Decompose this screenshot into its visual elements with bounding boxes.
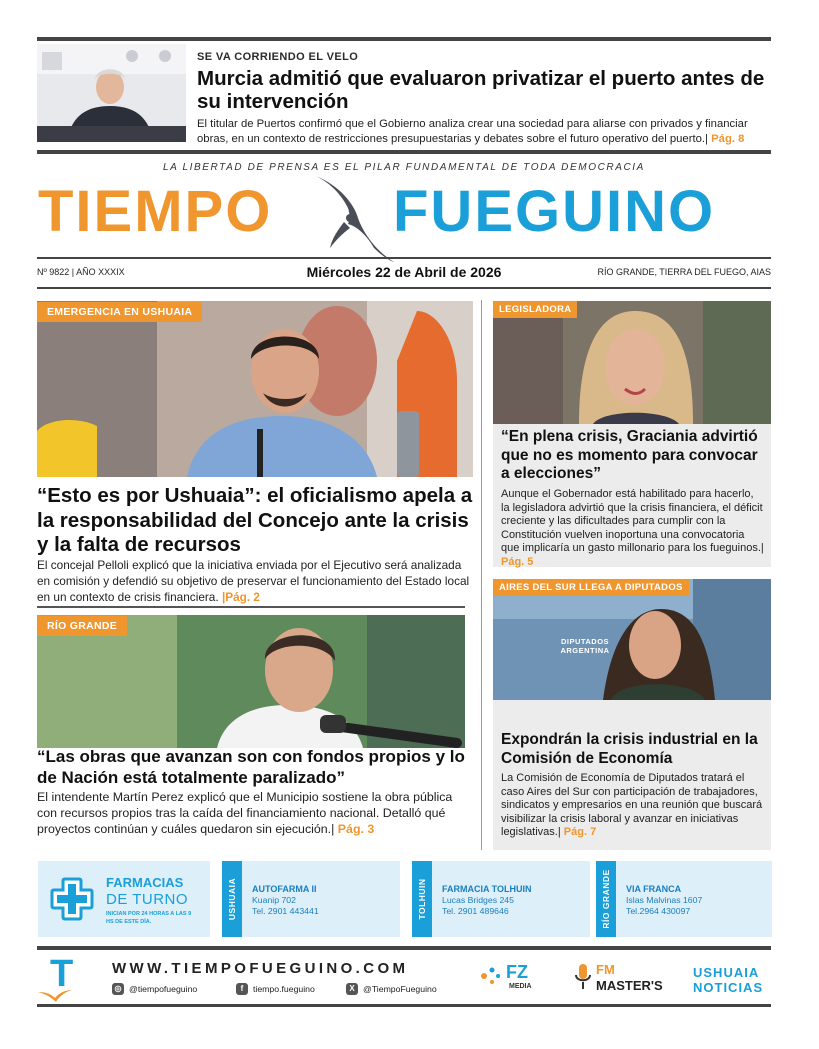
- pharmacy-ushuaia[interactable]: [222, 861, 400, 937]
- main-story-tag[interactable]: EMERGENCIA EN USHUAIA: [37, 302, 202, 322]
- pharmacy-tolhuin-phone: Tel. 2901 489646: [442, 906, 509, 916]
- masthead-rule: [37, 257, 771, 259]
- logo-tiempo[interactable]: TIEMPO: [38, 179, 273, 244]
- second-story-tag[interactable]: RÍO GRANDE: [37, 616, 127, 636]
- footer-logo-letter: T: [50, 953, 74, 995]
- pharmacy-ushuaia-city: USHUAIA: [227, 877, 237, 921]
- ushuaia-text: USHUAIA: [693, 965, 760, 980]
- ushuaia-noticias-logo[interactable]: [693, 965, 773, 995]
- footer-bottom-rule: [37, 1004, 771, 1007]
- pharmacy-rio-grande-phone: Tel.2964 430097: [626, 906, 691, 916]
- pharmacy-ushuaia-address: Kuanip 702: [252, 895, 296, 905]
- side-story-2-tag[interactable]: AIRES DEL SUR LLEGA A DIPUTADOS: [493, 579, 689, 596]
- pharmacy-title-1: FARMACIAS: [106, 875, 184, 890]
- second-story-headline[interactable]: “Las obras que avanzan son con fondos propios y lo de Nación está totalmente paralizado”: [37, 747, 465, 787]
- main-story-body: [37, 557, 473, 605]
- side-story-1-page-ref[interactable]: Pág. 5: [501, 555, 534, 568]
- pharmacy-ushuaia-name: AUTOFARMA II: [252, 884, 317, 894]
- pharmacy-tolhuin[interactable]: [412, 861, 590, 937]
- side-story-1-tag[interactable]: LEGISLADORA: [493, 301, 577, 318]
- teaser-photo[interactable]: [37, 44, 186, 142]
- pharmacy-rio-grande[interactable]: [596, 861, 772, 937]
- instagram-icon: ◎: [112, 983, 124, 995]
- cross-icon: [50, 877, 94, 921]
- side-story-2-photo[interactable]: [493, 579, 771, 700]
- side-story-2-body-text: La Comisión de Economía de Diputados tratará el caso Aires del Sur con participación de trabajadores, sindicatos y empresarios en una reunión que buscará visibilizar la crisis laboral y avanzar en iniciativas legislativas.|: [501, 772, 763, 839]
- pharmacy-panel: [38, 861, 210, 937]
- fm-masters-logo[interactable]: [574, 962, 670, 996]
- teaser-headline[interactable]: Murcia admitió que evaluaron privatizar el puerto antes de su intervención: [197, 67, 765, 113]
- issue-number: Nº 9822 | AÑO XXXIX: [37, 267, 125, 277]
- fz-text: FZ: [506, 962, 528, 982]
- footer-bird-icon: [38, 986, 72, 1004]
- instagram-link[interactable]: [112, 983, 197, 995]
- pharmacy-rio-grande-name: VIA FRANCA: [626, 884, 682, 894]
- main-story-body-text: El concejal Pelloli explicó que la iniciativa enviada por el Ejecutivo será analizada en comisión y defendió su objetivo de preservar el funcionamiento del Estado local en un contexto de crisis financiera.: [37, 558, 470, 604]
- side-story-1-illustration: [493, 301, 771, 424]
- side-story-2-photo-sign: DIPUTADOS ARGENTINA: [560, 637, 610, 655]
- teaser-page-ref[interactable]: Pág. 8: [711, 133, 745, 145]
- date-rule: [37, 287, 771, 289]
- pharmacy-ushuaia-city-tab: [222, 861, 242, 937]
- side-story-1-body: [501, 488, 765, 570]
- teaser-photo-illustration: [37, 44, 186, 142]
- website-link[interactable]: WWW.TIEMPOFUEGUINO.COM: [112, 960, 409, 977]
- masters-text: MASTER'S: [596, 978, 663, 993]
- logo-fueguino[interactable]: FUEGUINO: [393, 179, 716, 244]
- side-story-2-page-ref[interactable]: Pág. 7: [563, 826, 597, 839]
- twitter-handle: @TiempoFueguino: [363, 984, 437, 994]
- side-story-2-headline[interactable]: Expondrán la crisis industrial en la Comisión de Economía: [501, 731, 758, 767]
- facebook-icon: f: [236, 983, 248, 995]
- facebook-link[interactable]: [236, 983, 315, 995]
- top-rule: [37, 37, 771, 41]
- teaser-body: [197, 117, 771, 147]
- twitter-link[interactable]: [346, 983, 437, 995]
- pharmacy-tolhuin-name: FARMACIA TOLHUIN: [442, 884, 532, 894]
- masthead-motto: LA LIBERTAD DE PRENSA ES EL PILAR FUNDAMENTAL DE TODA DEMOCRACIA: [163, 162, 645, 173]
- pharmacy-tolhuin-city-tab: [412, 861, 432, 937]
- edition-date: Miércoles 22 de Abril de 2026: [306, 264, 502, 280]
- instagram-handle: @tiempofueguino: [129, 984, 198, 994]
- microphone-icon: [574, 964, 592, 992]
- teaser-bottom-rule: [37, 150, 771, 154]
- side-story-1-photo[interactable]: [493, 301, 771, 424]
- side-story-1-headline[interactable]: “En plena crisis, Graciania advirtió que no es momento para convocar a elecciones”: [501, 428, 758, 482]
- second-story-page-ref[interactable]: Pág. 3: [337, 822, 375, 836]
- fz-media-logo[interactable]: [478, 962, 542, 996]
- main-story-headline[interactable]: “Esto es por Ushuaia”: el oficialismo apela a la responsabilidad del Concejo ante la crisis y la falta de recursos: [37, 484, 473, 556]
- noticias-text: NOTICIAS: [693, 980, 764, 995]
- side-story-2-illustration: [493, 579, 771, 700]
- albatross-logo-icon: [310, 164, 396, 264]
- side-story-1-body-text: Aunque el Gobernador está habilitado para hacerlo, la legisladora advirtió que la crisis financiera, el déficit creciente y las dificultades para cumplir con la Constitución vuelven inoportuna una convocatoria que implicaría un gasto millonario para los fueguinos.|: [501, 488, 764, 555]
- side-story-2-body: [501, 772, 766, 840]
- pharmacy-rio-grande-address: Islas Malvinas 1607: [626, 895, 703, 905]
- pharmacy-ushuaia-phone: Tel. 2901 443441: [252, 906, 319, 916]
- footer-rule: [37, 946, 771, 950]
- fm-text: FM: [596, 962, 615, 977]
- pharmacy-rio-grande-city-tab: [596, 861, 616, 937]
- pharmacy-tolhuin-address: Lucas Bridges 245: [442, 895, 514, 905]
- fz-sub: MEDIA: [509, 983, 532, 990]
- facebook-handle: tiempo.fueguino: [253, 984, 315, 994]
- second-story-body-text: El intendente Martín Perez explicó que el Municipio sostiene la obra pública con recursos propios tras la caída del financiamiento nacional. Detalló qué proyectos continúan y cuáles quedaron sin ejecución.|: [37, 790, 453, 836]
- main-story-photo[interactable]: [37, 301, 473, 477]
- main-story-illustration: [37, 301, 473, 477]
- teaser-kicker: SE VA CORRIENDO EL VELO: [197, 51, 359, 63]
- footer-logo[interactable]: [38, 953, 80, 1004]
- main-story-page-ref[interactable]: |Pág. 2: [221, 590, 260, 604]
- story-separator: [37, 606, 465, 608]
- column-divider: [481, 300, 482, 850]
- fz-dots-icon: [478, 964, 502, 988]
- x-twitter-icon: X: [346, 983, 358, 995]
- pharmacy-rio-grande-city: RÍO GRANDE: [601, 869, 611, 929]
- pharmacy-note: INICIAN POR 24 HORAS A LAS 9 HS DE ESTE DÍA.: [106, 911, 192, 925]
- edition-location: RÍO GRANDE, TIERRA DEL FUEGO, AIAS: [597, 267, 771, 277]
- second-story-body: [37, 789, 467, 837]
- teaser-body-text: El titular de Puertos confirmó que el Gobierno analiza crear una sociedad para aliarse con privados y financiar obras, en un contexto de restricciones presupuestarias y debates sobre el futuro operativo del puerto.|: [197, 118, 748, 145]
- pharmacy-title-2: DE TURNO: [106, 891, 189, 908]
- pharmacy-tolhuin-city: TOLHUIN: [417, 878, 427, 920]
